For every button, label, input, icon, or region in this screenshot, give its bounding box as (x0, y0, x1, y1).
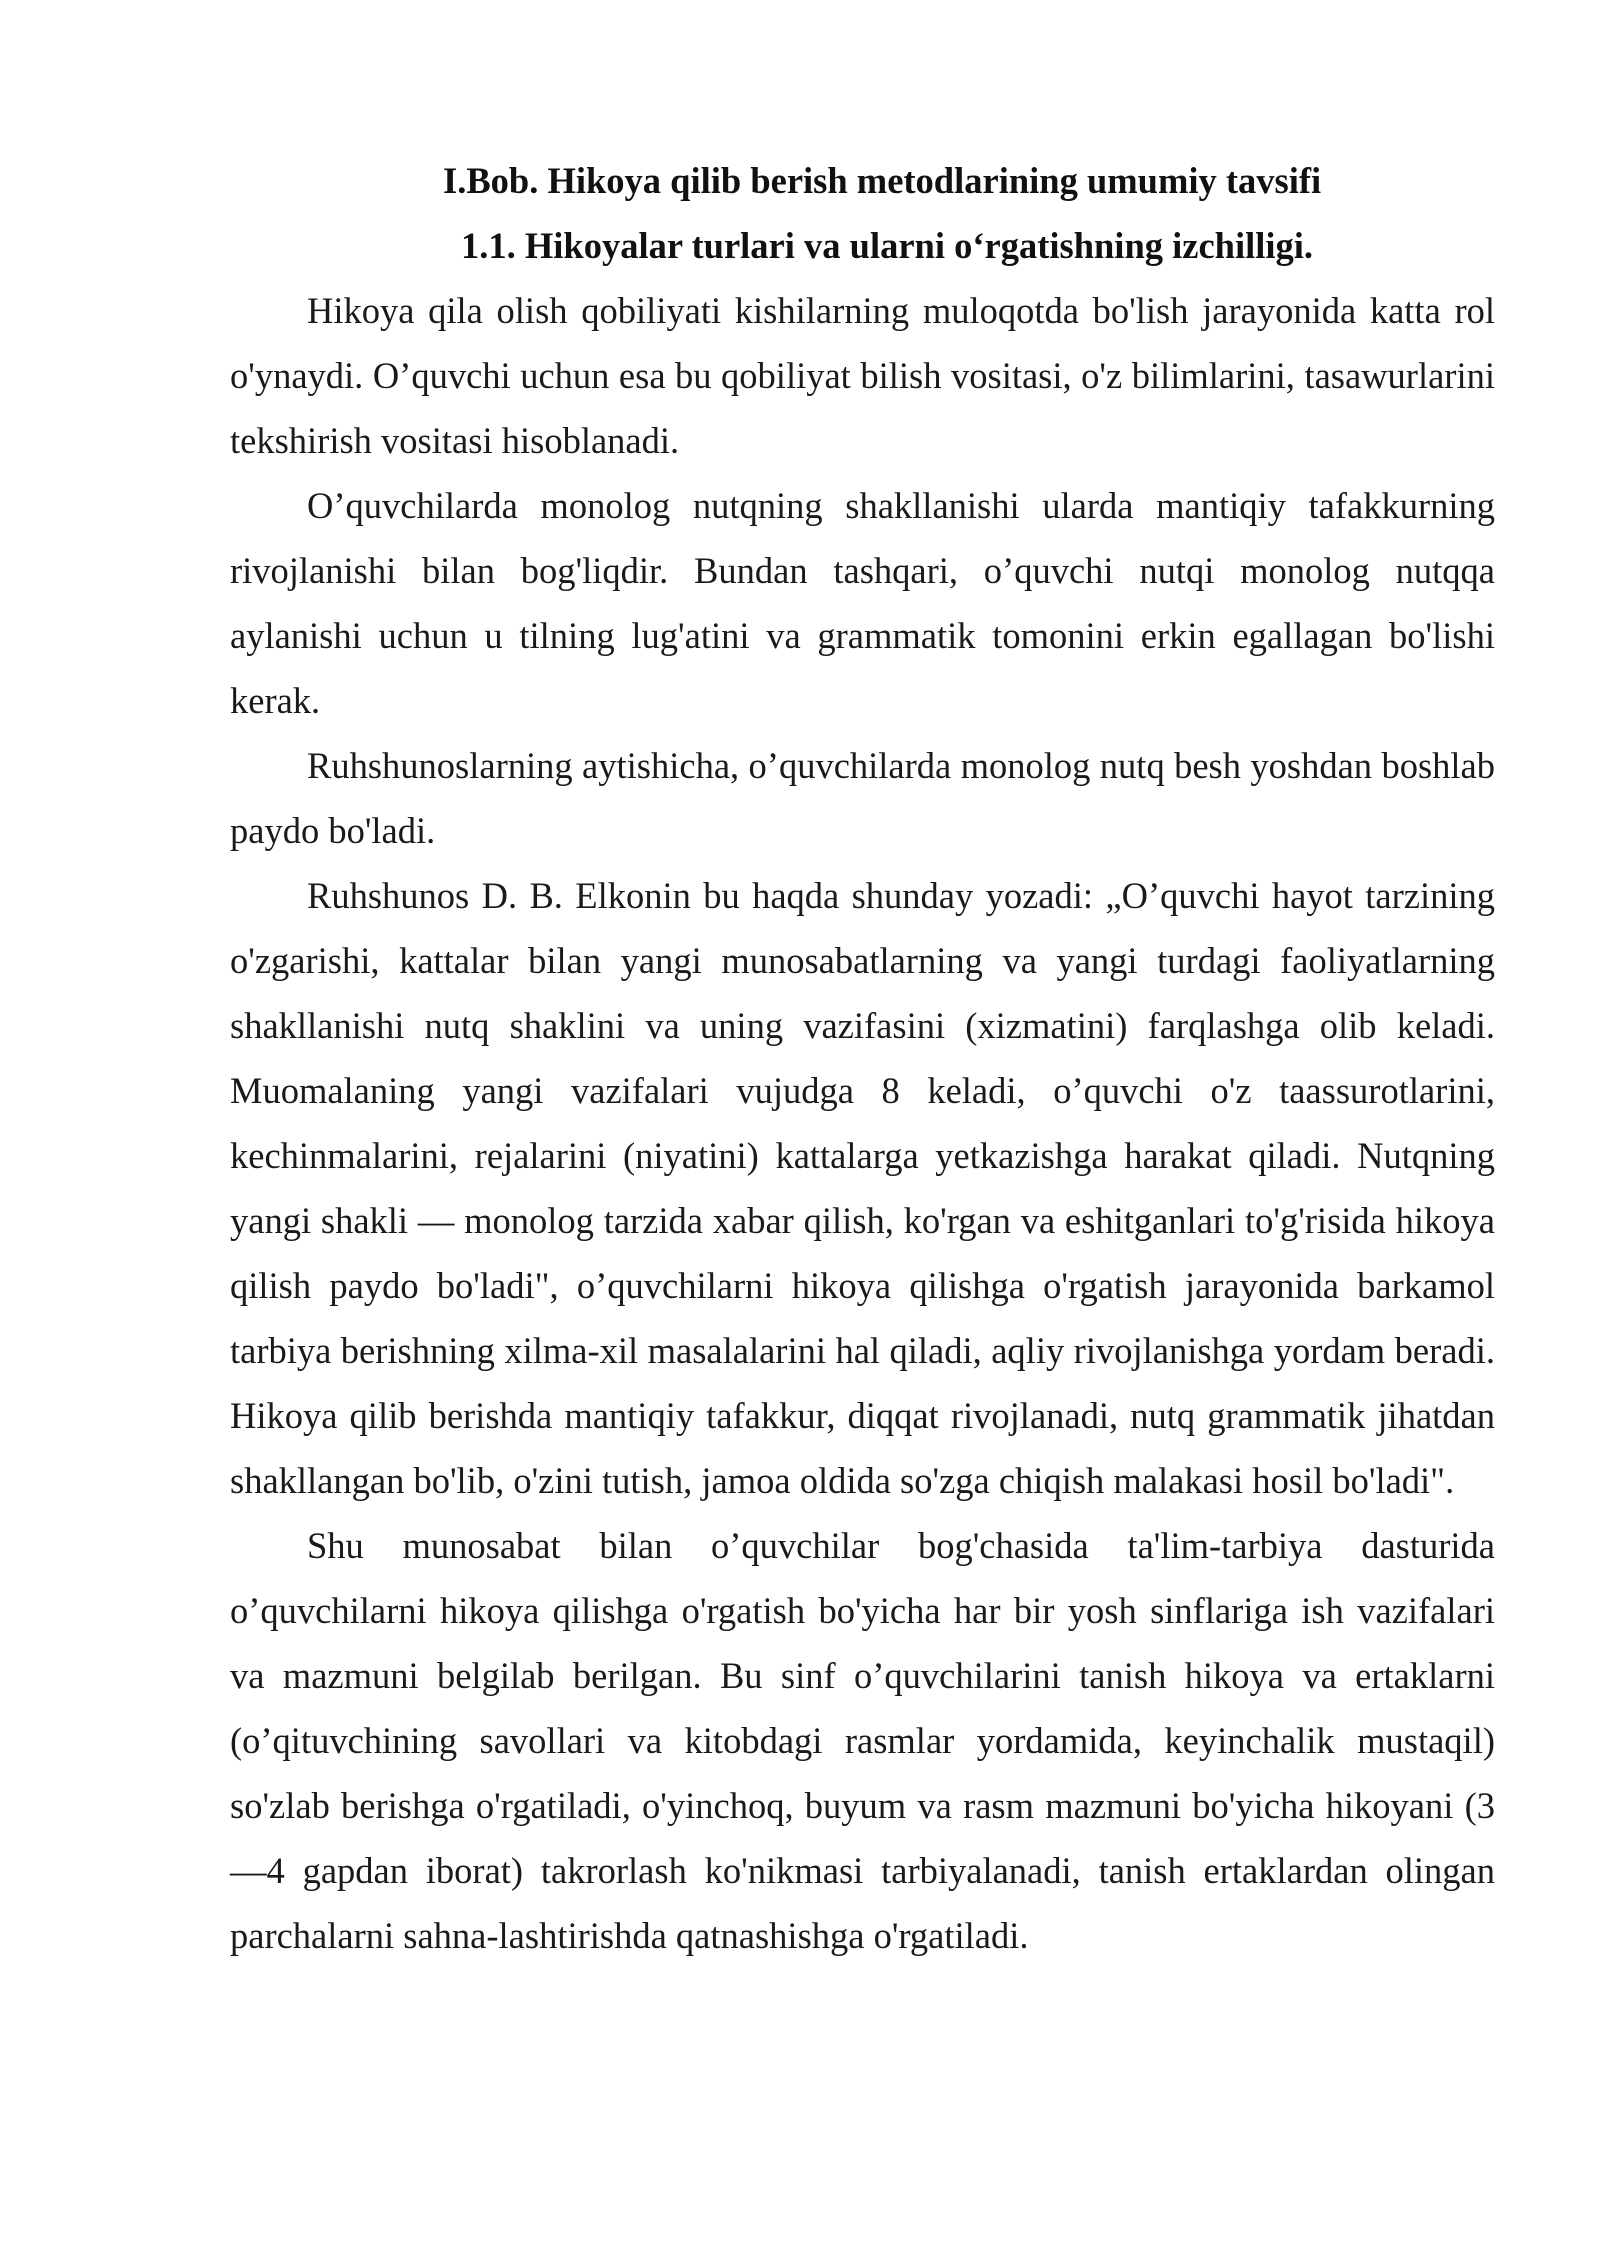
paragraph-4: Ruhshunos D. B. Elkonin bu haqda shunday yozadi: „O’quvchi hayot tarzining o'zgarishi, kattalar bilan yangi munosabatlarning va yangi turdagi faoliyatlarning shakllanishi nutq shaklini va uning vazifasini (xizmatini) farqlashga olib keladi. Muomalaning yangi vazifalari vujudga 8 keladi, o’quvchi o'z taassurotlarini, kechinmalarini, rejalarini (niyatini) kattalarga yetkazishga harakat qiladi. Nutqning yangi shakli — monolog tarzida xabar qilish, ko'rgan va eshitganlari to'g'risida hikoya qilish paydo bo'ladi", o’quvchilarni hikoya qilishga o'rgatish jarayonida barkamol tarbiya berishning xilma-xil masalalarini hal qiladi, aqliy rivojlanishga yordam beradi. Hikoya qilib berishda mantiqiy tafakkur, diqqat rivojlanadi, nutq grammatik jihatdan shakllangan bo'lib, o'zini tutish, jamoa oldida so'zga chiqish malakasi hosil bo'ladi". (230, 875, 1495, 1501)
paragraph-3: Ruhshunoslarning aytishicha, o’quvchilarda monolog nutq besh yoshdan boshlab paydo bo'ladi. (230, 745, 1495, 851)
paragraph-2: O’quvchilarda monolog nutqning shakllanishi ularda mantiqiy tafakkurning rivojlanishi bilan bog'liqdir. Bundan tashqari, o’quvchi nutqi monolog nutqqa aylanishi uchun u tilning lug'atini va grammatik tomonini erkin egallagan bo'lishi kerak. (230, 485, 1495, 721)
paragraph-5: Shu munosabat bilan o’quvchilar bog'chasida ta'lim-tarbiya dasturida o’quvchilarni hikoya qilishga o'rgatish bo'yicha har bir yosh sinflariga ish vazifalari va mazmuni belgilab berilgan. Bu sinf o’quvchilarini tanish hikoya va ertaklarni (o’qituvchining savollari va kitobdagi rasmlar yordamida, keyinchalik mustaqil) so'zlab berishga o'rgatiladi, o'yinchoq, buyum va rasm mazmuni bo'yicha hikoyani (3—4 gapdan iborat) takrorlash ko'nikmasi tarbiyalanadi, tanish ertaklardan olingan parchalarni sahna-lashtirishda qatnashishga o'rgatiladi. (230, 1525, 1495, 1956)
paragraph-1: Hikoya qila olish qobiliyati kishilarning muloqotda bo'lish jarayonida katta rol o'ynaydi. O’quvchi uchun esa bu qobiliyat bilish vositasi, o'z bilimlarini, tasawurlarini tekshirish vositasi hisoblanadi. (230, 290, 1495, 461)
document-body (230, 148, 1495, 1968)
section-title: 1.1. Hikoyalar turlari va ularni o‘rgatishning izchilligi. (461, 225, 1314, 266)
chapter-title: I.Bob. Hikoya qilib berish metodlarining umumiy tavsifi (443, 160, 1322, 201)
